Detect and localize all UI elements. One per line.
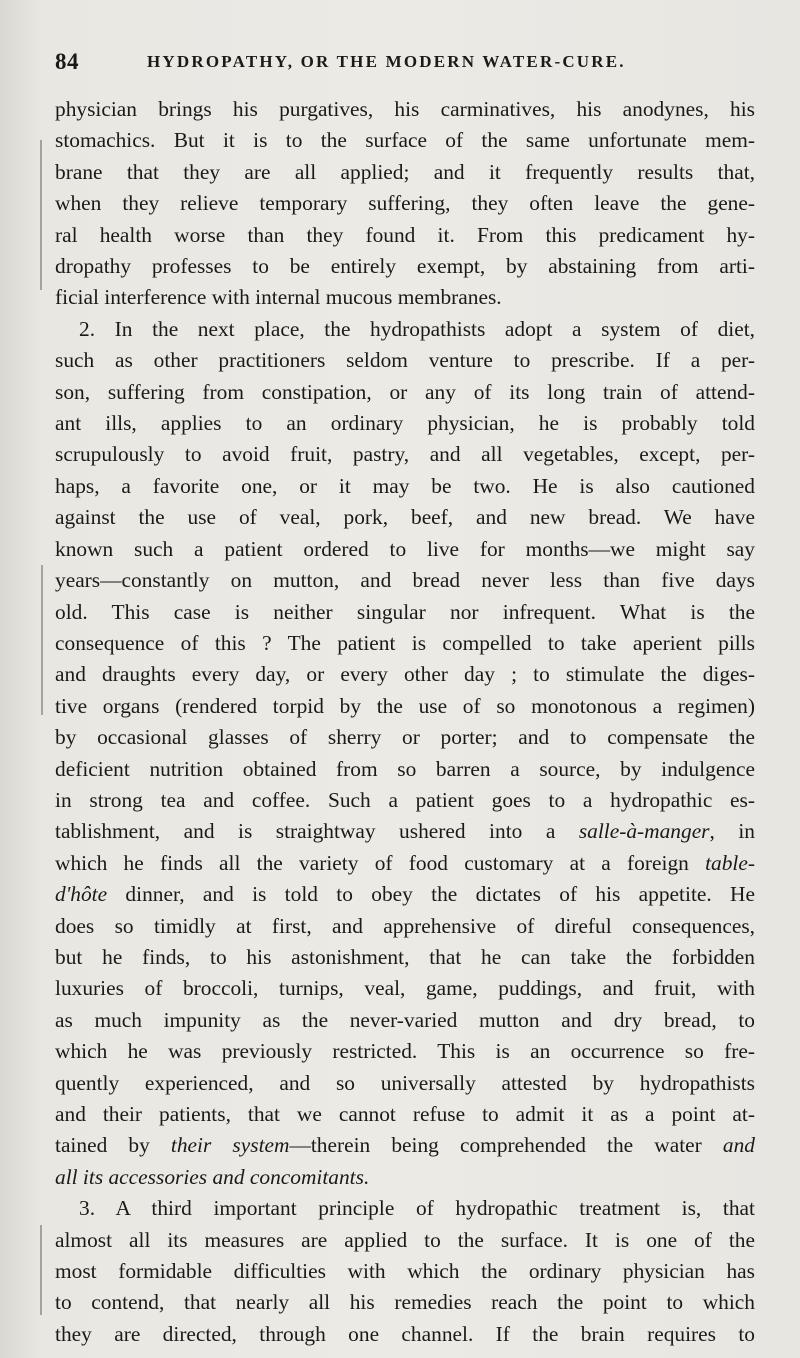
text-line: such as other practitioners seldom venture to prescribe. If a per- (55, 348, 755, 373)
running-head (55, 49, 755, 77)
text-line: as much impunity as the never-varied mutton and dry bread, to (55, 1007, 755, 1032)
text-line: and their patients, that we cannot refuse to admit it as a point at- (55, 1102, 755, 1126)
text-line: stomachics. But it is to the surface of the same unfortunate mem- (55, 128, 755, 153)
text-line: does so timidly at first, and apprehensive of direful consequences, (55, 913, 755, 938)
text-line (55, 879, 755, 910)
text-line: quently experienced, and so universally attested by hydropathists (55, 1070, 755, 1095)
text-line (55, 816, 755, 847)
text-line: by occasional glasses of sherry or porter; and to compensate the (55, 725, 755, 750)
text-line: against the use of veal, pork, beef, and new bread. We have (55, 505, 755, 530)
text-line: ant ills, applies to an ordinary physician, he is probably told (55, 411, 755, 436)
text-line: tive organs (rendered torpid by the use of so monotonous a regimen) (55, 693, 755, 718)
italic-phrase: and (722, 1133, 755, 1158)
text-run: , in (709, 819, 755, 844)
body-text (55, 94, 755, 1350)
text-line (55, 1162, 755, 1193)
text-line: deficient nutrition obtained from so barren a source, by indulgence (55, 756, 755, 781)
text-line: in strong tea and coffee. Such a patient goes to a hydropathic es- (55, 787, 755, 812)
text-line: which he was previously restricted. This is an occurrence so fre- (55, 1039, 755, 1064)
text-line: 3. A third important principle of hydropathic treatment is, that (79, 1196, 755, 1221)
text-line: luxuries of broccoli, turnips, veal, game, puddings, and fruit, with (55, 976, 755, 1001)
text-line: years—constantly on mutton, and bread never less than five days (55, 568, 755, 593)
text-line: 2. In the next place, the hydropathists adopt a system of diet, (79, 316, 755, 341)
text-line: known such a patient ordered to live for months—we might say (55, 536, 755, 561)
text-line: most formidable difficulties with which the ordinary physician has (55, 1259, 755, 1284)
text-run: tained by (55, 1133, 171, 1158)
text-line: old. This case is neither singular nor infrequent. What is the (55, 599, 755, 624)
margin-mark (40, 140, 42, 290)
text-line: consequence of this ? The patient is compelled to take aperient pills (55, 630, 755, 655)
text-line: dropathy professes to be entirely exempt, by abstaining from arti- (55, 254, 755, 279)
text-line (55, 848, 755, 879)
margin-mark (40, 1225, 42, 1315)
italic-phrase: d'hôte (55, 882, 108, 907)
text-line: ral health worse than they found it. From this predicament hy- (55, 222, 755, 247)
page-number: 84 (55, 49, 79, 74)
running-title: HYDROPATHY, OR THE MODERN WATER-CURE. (147, 52, 626, 71)
text-line: son, suffering from constipation, or any of its long train of attend- (55, 379, 755, 404)
text-line: haps, a favorite one, or it may be two. He is also cautioned (55, 473, 755, 498)
text-line: to contend, that nearly all his remedies reach the point to which (55, 1290, 755, 1315)
text-run: which he finds all the variety of food customary at a foreign (55, 850, 706, 875)
text-line: physician brings his purgatives, his carminatives, his anodynes, his (55, 97, 755, 121)
text-line: brane that they are all applied; and it frequently results that, (55, 159, 755, 184)
italic-phrase: salle-à-manger (578, 819, 710, 844)
text-line: when they relieve temporary suffering, they often leave the gene- (55, 191, 755, 216)
italic-phrase: all its accessories and concomitants. (55, 1164, 370, 1189)
italic-phrase: their system (170, 1133, 290, 1158)
margin-mark (41, 565, 43, 715)
text-run: dinner, and is told to obey the dictates of his appetite. He (107, 882, 755, 907)
text-line: they are directed, through one channel. If the brain requires to (55, 1321, 755, 1346)
text-line: but he finds, to his astonishment, that he can take the forbidden (55, 944, 755, 969)
text-line: and draughts every day, or every other day ; to stimulate the diges- (55, 662, 755, 687)
text-line: scrupulously to avoid fruit, pastry, and all vegetables, except, per- (55, 442, 755, 467)
italic-phrase: table- (705, 850, 755, 875)
text-line: ficial interference with internal mucous membranes. (55, 285, 502, 310)
text-line (55, 1130, 755, 1161)
text-line: almost all its measures are applied to the surface. It is one of the (55, 1227, 755, 1252)
text-run: tablishment, and is straightway ushered into a (55, 819, 579, 844)
text-run: —therein being comprehended the water (289, 1133, 723, 1158)
